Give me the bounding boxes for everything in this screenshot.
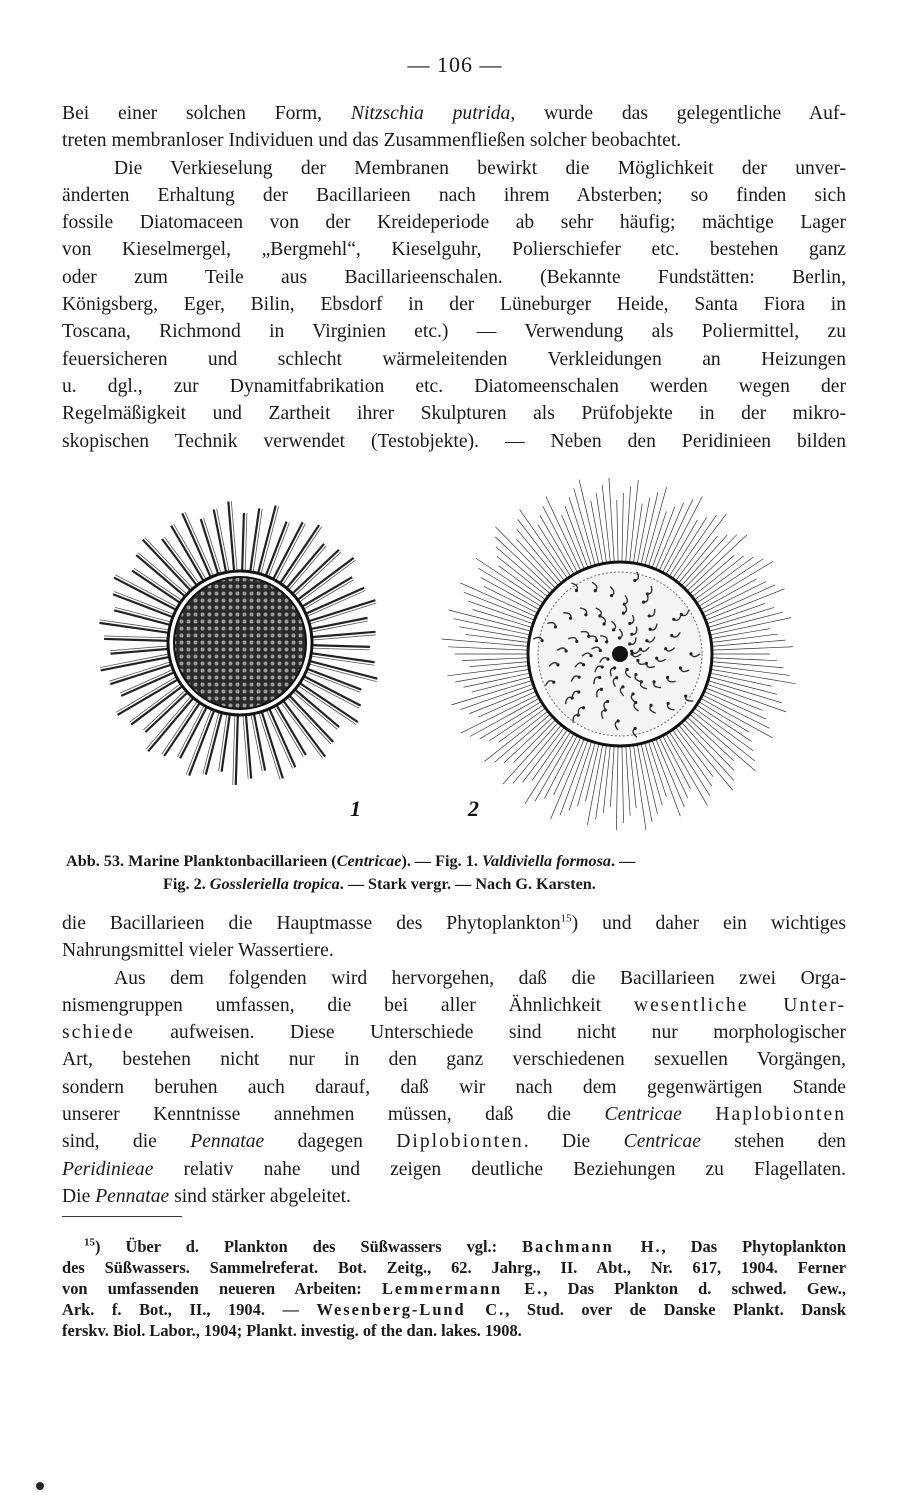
valdiviella-formosa-drawing <box>99 501 377 785</box>
text-line: treten membranloser Individuen und das Zusammenfließen solcher beobachtet. <box>62 130 682 152</box>
ink-speck <box>36 1482 44 1490</box>
species-name: Nitzschia putrida <box>350 103 511 124</box>
paragraph-main <box>62 910 846 1210</box>
footnote-reference: 15 <box>560 912 572 925</box>
page-number: — 106 — <box>407 52 503 77</box>
text-line: Königsberg, Eger, Bilin, Ebsdorf in der Lüneburger Heide, Santa Fiora in <box>62 294 846 316</box>
text-line: sind, die Pennatae dagegen Diplobionten. Die Centricae stehen den <box>62 1131 846 1153</box>
figure-caption <box>66 850 846 896</box>
footnote-line: von umfassenden neueren Arbeiten: Lemmermann E., Das Plankton d. schwed. Gew., <box>62 1279 846 1298</box>
footnote-divider <box>62 1216 182 1217</box>
text-line: Art, bestehen nicht nur in den ganz verschiedenen sexuellen Vorgängen, <box>62 1049 846 1071</box>
text-line: Peridinieae relativ nahe und zeigen deutliche Beziehungen zu Flagellaten. <box>62 1158 846 1180</box>
text-line: Bei einer solchen Form, Nitzschia putrida, wurde das gelegentliche Auf- <box>62 103 846 124</box>
diatom-illustrations <box>80 478 850 838</box>
text-line: schiede aufweisen. Diese Unterschiede sind nicht nur morphologischer <box>62 1022 846 1044</box>
text-line: skopischen Technik verwendet (Testobjekte). — Neben den Peridinieen bilden <box>62 430 846 452</box>
text-line: die Bacillarieen die Hauptmasse des Phytoplankton$^{15}$) und daher ein wichtiges <box>62 912 847 934</box>
caption-line: Abb. 53. Marine Planktonbacillarieen (Centricae). — Fig. 1. Valdiviella formosa. — <box>66 852 636 870</box>
text-line: Die Pennatae sind stärker abgeleitet. <box>62 1185 351 1207</box>
text-line: änderten Erhaltung der Bacillarieen nach ihrem Absterben; so finden sich <box>62 184 846 206</box>
text-line: fossile Diatomaceen von der Kreideperiode ab sehr häufig; mächtige Lager <box>62 212 846 234</box>
text-line: von Kieselmergel, „Bergmehl“, Kieselguhr, Polierschiefer etc. bestehen ganz <box>62 239 846 261</box>
footnote <box>62 1236 846 1341</box>
text-line: nismengruppen umfassen, die bei aller Ähnlichkeit wesentliche Unter- <box>62 994 846 1016</box>
footnote-line: $^{15}$) Über d. Plankton des Süßwassers vgl.: Bachmann H., Das Phytoplankton <box>84 1236 846 1256</box>
text-line: oder zum Teile aus Bacillarieenschalen. (Bekannte Fundstätten: Berlin, <box>62 266 846 288</box>
footnote-mark: 15 <box>84 1236 95 1249</box>
text-line: Toscana, Richmond in Virginien etc.) — Verwendung als Poliermittel, zu <box>62 321 846 343</box>
figure-label-1: 1 <box>350 796 361 821</box>
text-line: Aus dem folgenden wird hervorgehen, daß die Bacillarieen zwei Orga- <box>114 967 846 989</box>
text-line: Nahrungsmittel vieler Wassertiere. <box>62 940 334 962</box>
footnote-line: ferskv. Biol. Labor., 1904; Plankt. investig. of the dan. lakes. 1908. <box>62 1321 522 1340</box>
caption-line: Fig. 2. Gossleriella tropica. — Stark vergr. — Nach G. Karsten. <box>163 875 596 893</box>
text-line: unserer Kenntnisse annehmen müssen, daß die Centricae Haplobionten <box>62 1104 846 1126</box>
figure-label-2: 2 <box>468 796 479 821</box>
text-line: Regelmäßigkeit und Zartheit ihrer Skulpturen als Prüfobjekte in der mikro- <box>62 403 846 425</box>
text-line: feuersicheren und schlecht wärmeleitenden Verkleidungen an Heizungen <box>62 348 846 370</box>
footnote-line: Ark. f. Bot., II., 1904. — Wesenberg-Lund C., Stud. over de Danske Plankt. Dansk <box>62 1300 846 1319</box>
footnote-line: des Süßwassers. Sammelreferat. Bot. Zeitg., 62. Jahrg., II. Abt., Nr. 617, 1904. Ferner <box>62 1258 846 1277</box>
text-line: u. dgl., zur Dynamitfabrikation etc. Diatomeenschalen werden wegen der <box>62 375 846 397</box>
text-line: Die Verkieselung der Membranen bewirkt die Möglichkeit der unver- <box>114 157 846 179</box>
figure-diatoms <box>80 478 850 838</box>
paragraph-intro <box>62 100 846 455</box>
gossleriella-tropica-drawing <box>442 478 796 830</box>
text-line: sondern beruhen auch darauf, daß wir nach dem gegenwärtigen Stande <box>62 1076 846 1098</box>
